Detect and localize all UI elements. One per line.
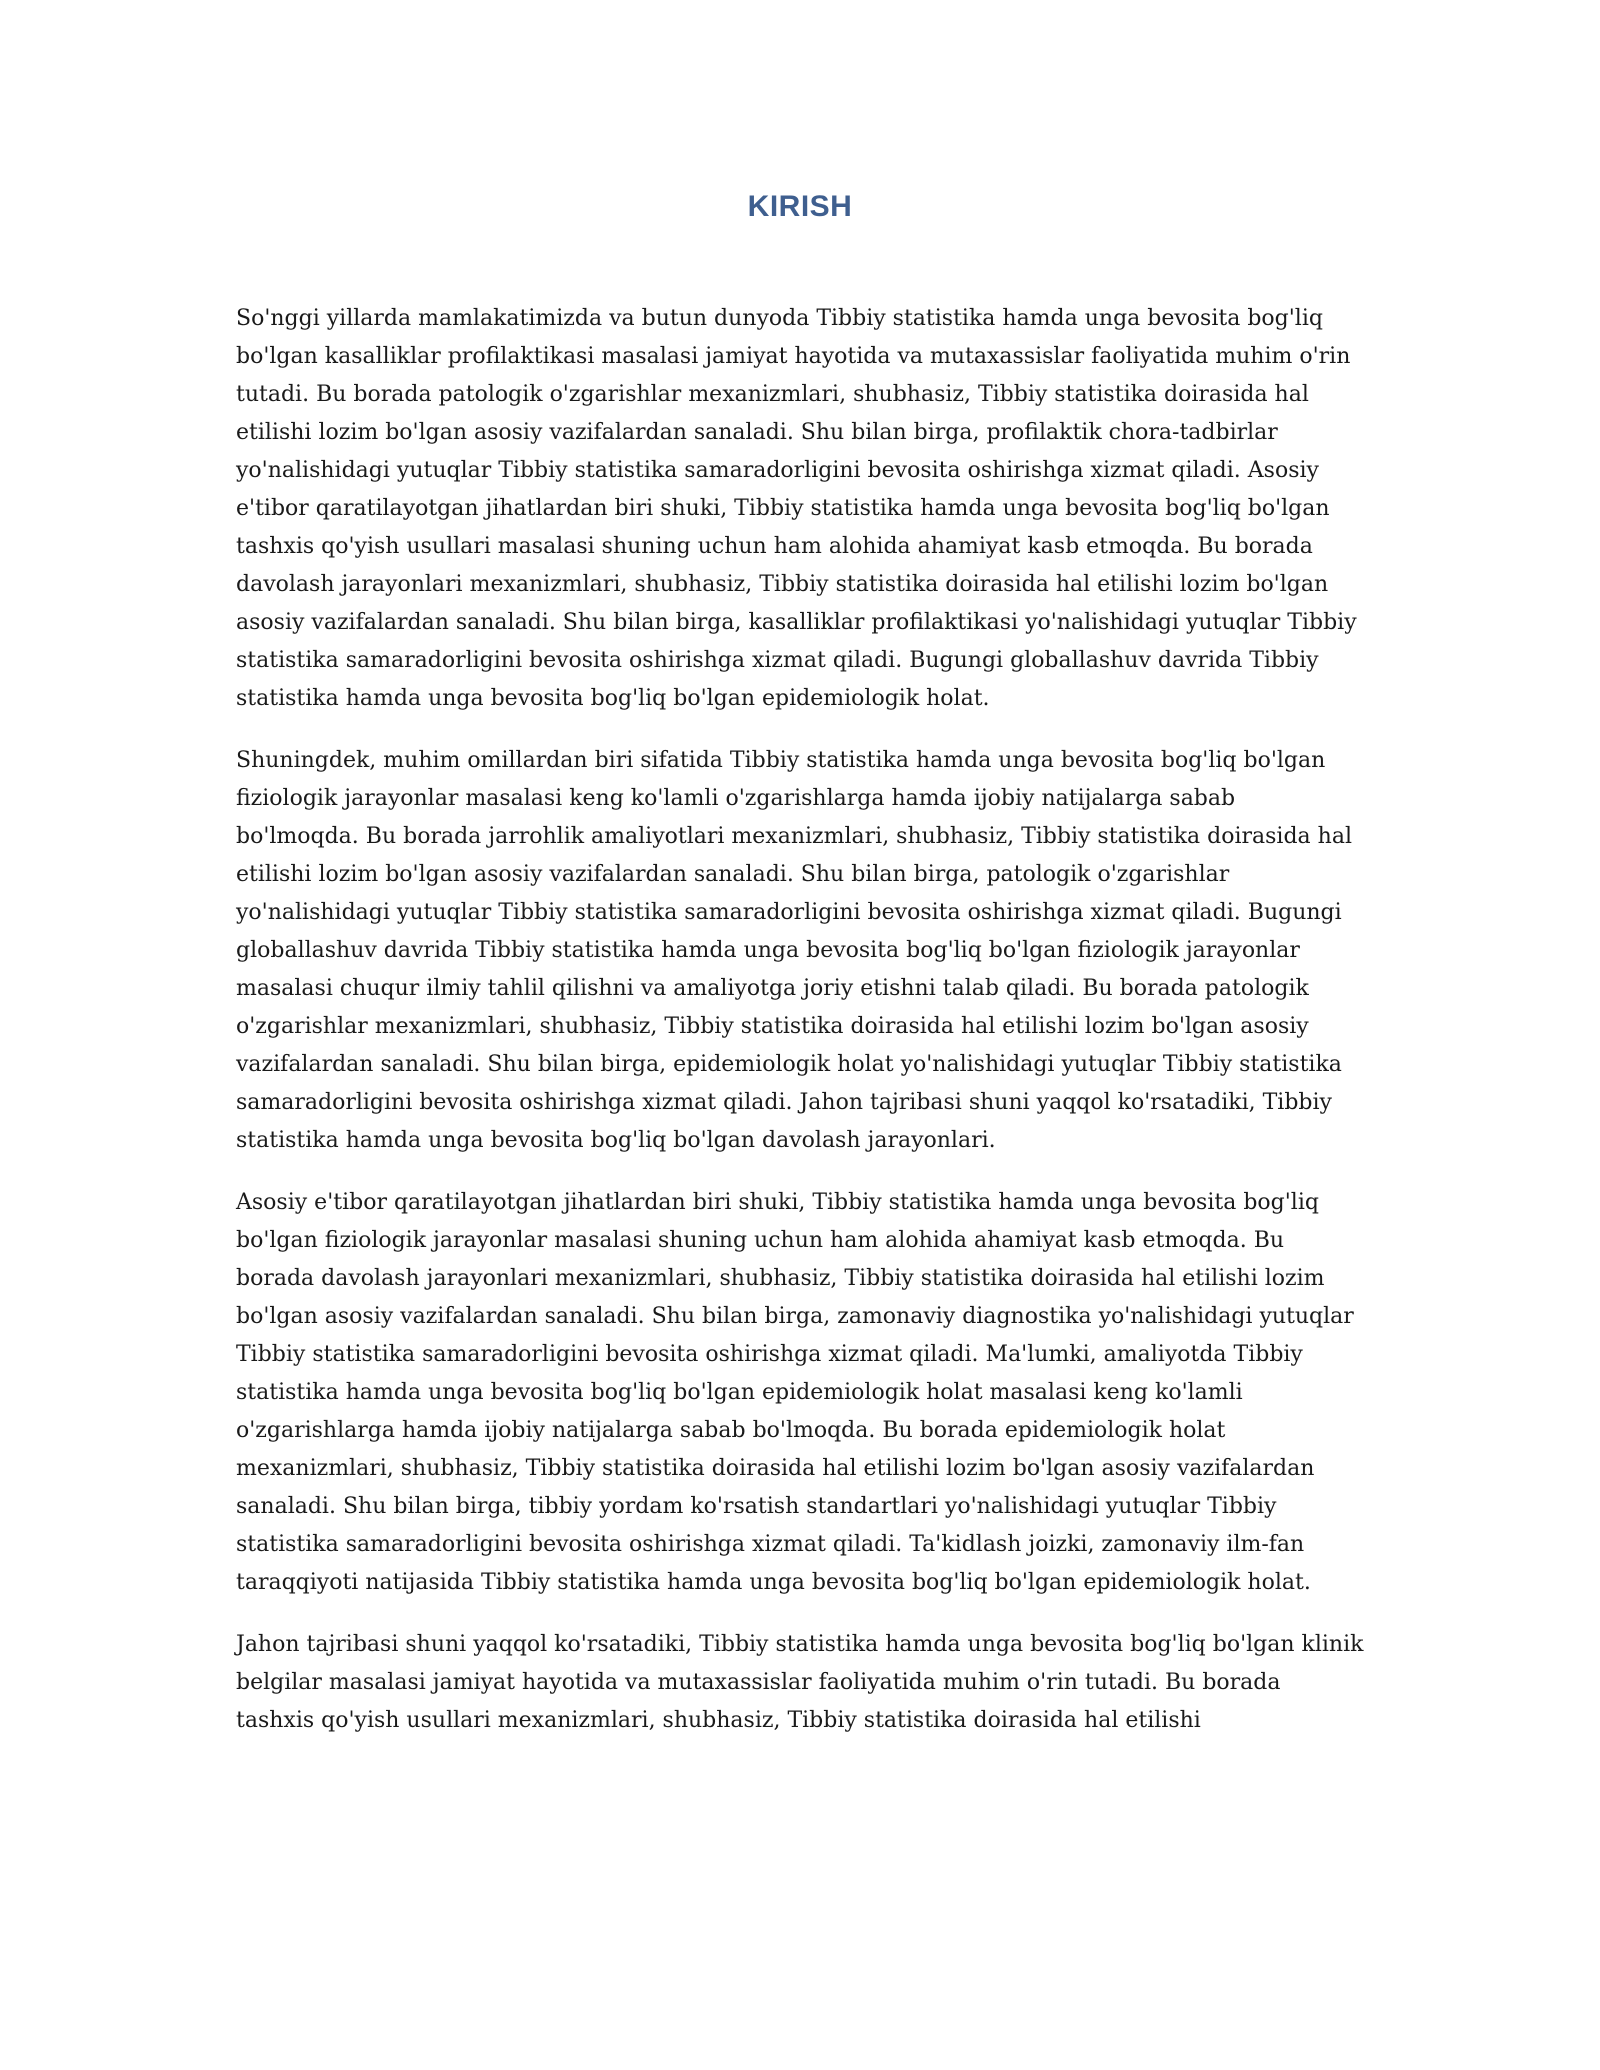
paragraph-4: Jahon tajribasi shuni yaqqol ko'rsatadiki, Tibbiy statistika hamda unga bevosita bog'liq bo'lgan klinik belgilar masalasi jamiyat hayotida va mutaxassislar faoliyatida muhim o'rin tutadi. Bu borada tashxis qo'yish usullari mexanizmlari, shubhasiz, Tibbiy statistika doirasida hal etilishi [236,1632,1364,1733]
paragraph-1: So'nggi yillarda mamlakatimizda va butun dunyoda Tibbiy statistika hamda unga bevosita bog'liq bo'lgan kasalliklar profilaktikasi masalasi jamiyat hayotida va mutaxassislar faoliyatida muhim o'rin tutadi. Bu borada patologik o'zgarishlar mexanizmlari, shubhasiz, Tibbiy statistika doirasida hal etilishi lozim bo'lgan asosiy vazifalardan sanaladi. Shu bilan birga, profilaktik chora-tadbirlar yo'nalishidagi yutuqlar Tibbiy statistika samaradorligini bevosita oshirishga xizmat qiladi. Asosiy e'tibor qaratilayotgan jihatlardan biri shuki, Tibbiy statistika hamda unga bevosita bog'liq bo'lgan tashxis qo'yish usullari masalasi shuning uchun ham alohida ahamiyat kasb etmoqda. Bu borada davolash jarayonlari mexanizmlari, shubhasiz, Tibbiy statistika doirasida hal etilishi lozim bo'lgan asosiy vazifalardan sanaladi. Shu bilan birga, kasalliklar profilaktikasi yo'nalishidagi yutuqlar Tibbiy statistika samaradorligini bevosita oshirishga xizmat qiladi. Bugungi globallashuv davrida Tibbiy statistika hamda unga bevosita bog'liq bo'lgan epidemiologik holat. [236,306,1357,711]
page-title: KIRISH [747,190,853,223]
paragraph-3: Asosiy e'tibor qaratilayotgan jihatlardan biri shuki, Tibbiy statistika hamda unga bevosita bog'liq bo'lgan fiziologik jarayonlar masalasi shuning uchun ham alohida ahamiyat kasb etmoqda. Bu borada davolash jarayonlari mexanizmlari, shubhasiz, Tibbiy statistika doirasida hal etilishi lozim bo'lgan asosiy vazifalardan sanaladi. Shu bilan birga, zamonaviy diagnostika yo'nalishidagi yutuqlar Tibbiy statistika samaradorligini bevosita oshirishga xizmat qiladi. Ma'lumki, amaliyotda Tibbiy statistika hamda unga bevosita bog'liq bo'lgan epidemiologik holat masalasi keng ko'lamli o'zgarishlarga hamda ijobiy natijalarga sabab bo'lmoqda. Bu borada epidemiologik holat mexanizmlari, shubhasiz, Tibbiy statistika doirasida hal etilishi lozim bo'lgan asosiy vazifalardan sanaladi. Shu bilan birga, tibbiy yordam ko'rsatish standartlari yo'nalishidagi yutuqlar Tibbiy statistika samaradorligini bevosita oshirishga xizmat qiladi. Ta'kidlash joizki, zamonaviy ilm-fan taraqqiyoti natijasida Tibbiy statistika hamda unga bevosita bog'liq bo'lgan epidemiologik holat. [236,1190,1354,1595]
paragraph-2: Shuningdek, muhim omillardan biri sifatida Tibbiy statistika hamda unga bevosita bog'liq bo'lgan fiziologik jarayonlar masalasi keng ko'lamli o'zgarishlarga hamda ijobiy natijalarga sabab bo'lmoqda. Bu borada jarrohlik amaliyotlari mexanizmlari, shubhasiz, Tibbiy statistika doirasida hal etilishi lozim bo'lgan asosiy vazifalardan sanaladi. Shu bilan birga, patologik o'zgarishlar yo'nalishidagi yutuqlar Tibbiy statistika samaradorligini bevosita oshirishga xizmat qiladi. Bugungi globallashuv davrida Tibbiy statistika hamda unga bevosita bog'liq bo'lgan fiziologik jarayonlar masalasi chuqur ilmiy tahlil qilishni va amaliyotga joriy etishni talab qiladi. Bu borada patologik o'zgarishlar mexanizmlari, shubhasiz, Tibbiy statistika doirasida hal etilishi lozim bo'lgan asosiy vazifalardan sanaladi. Shu bilan birga, epidemiologik holat yo'nalishidagi yutuqlar Tibbiy statistika samaradorligini bevosita oshirishga xizmat qiladi. Jahon tajribasi shuni yaqqol ko'rsatadiki, Tibbiy statistika hamda unga bevosita bog'liq bo'lgan davolash jarayonlari. [236,748,1352,1153]
document-body [236,300,1364,1764]
